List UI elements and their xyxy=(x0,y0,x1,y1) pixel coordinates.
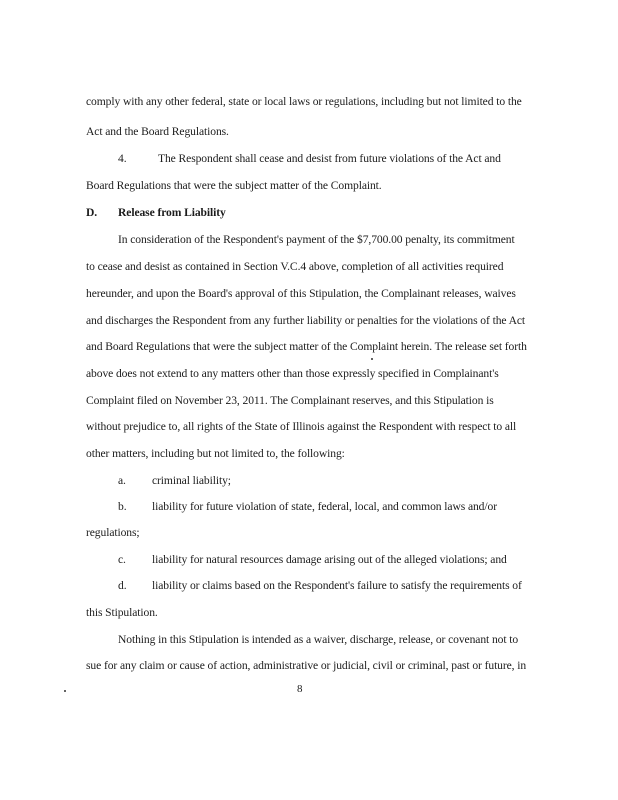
text-line: above does not extend to any matters other than those expressly specified in Complainant's xyxy=(86,367,499,380)
text-line: comply with any other federal, state or local laws or regulations, including but not limited to the xyxy=(86,95,522,108)
text-line: to cease and desist as contained in Section V.C.4 above, completion of all activities required xyxy=(86,260,504,273)
text-line: hereunder, and upon the Board's approval of this Stipulation, the Complainant releases, waives xyxy=(86,287,516,300)
item-number: 4. xyxy=(118,152,127,165)
list-item-continuation: this Stipulation. xyxy=(86,606,158,619)
list-item: liability for natural resources damage arising out of the alleged violations; and xyxy=(152,553,507,566)
text-line: Board Regulations that were the subject matter of the Complaint. xyxy=(86,179,382,192)
text-line: Act and the Board Regulations. xyxy=(86,125,229,138)
section-letter: D. xyxy=(86,206,98,219)
text-line: and Board Regulations that were the subject matter of the Complaint herein. The release set forth xyxy=(86,340,527,353)
list-item-continuation: regulations; xyxy=(86,526,140,539)
list-letter: d. xyxy=(118,579,127,592)
list-item: liability for future violation of state, federal, local, and common laws and/or xyxy=(152,500,497,513)
list-item: criminal liability; xyxy=(152,474,231,487)
scan-speck xyxy=(371,358,373,360)
scan-speck xyxy=(64,690,66,692)
text-line: sue for any claim or cause of action, administrative or judicial, civil or criminal, past or future, in xyxy=(86,659,527,672)
text-line: The Respondent shall cease and desist from future violations of the Act and xyxy=(158,152,501,165)
text-line: without prejudice to, all rights of the State of Illinois against the Respondent with respect to all xyxy=(86,420,517,433)
list-letter: a. xyxy=(118,474,126,487)
section-heading: Release from Liability xyxy=(118,206,226,219)
text-line: and discharges the Respondent from any further liability or penalties for the violations of the Act xyxy=(86,314,526,327)
page-number: 8 xyxy=(297,683,303,695)
text-line: Nothing in this Stipulation is intended as a waiver, discharge, release, or covenant not to xyxy=(118,633,519,646)
list-letter: c. xyxy=(118,553,126,566)
list-item: liability or claims based on the Respondent's failure to satisfy the requirements of xyxy=(152,579,522,592)
text-line: other matters, including but not limited to, the following: xyxy=(86,447,345,460)
text-line: In consideration of the Respondent's payment of the $7,700.00 penalty, its commitment xyxy=(118,233,515,246)
list-letter: b. xyxy=(118,500,127,513)
text-line: Complaint filed on November 23, 2011. The Complainant reserves, and this Stipulation is xyxy=(86,394,494,407)
